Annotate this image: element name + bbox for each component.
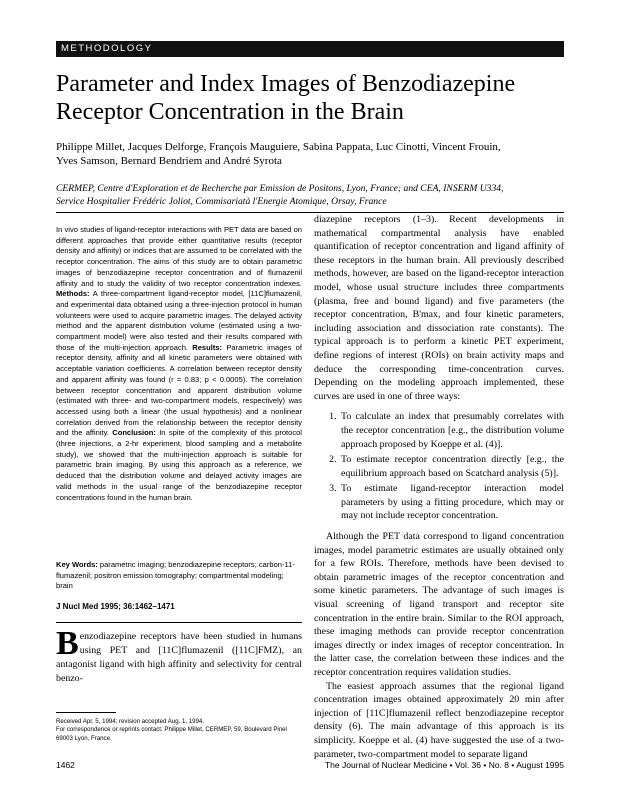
- citation: J Nucl Med 1995; 36:1462–1471: [56, 602, 175, 611]
- list-item: 1. To calculate an index that presumably correlates with the receptor concentration [e.g., the distribution volume approach proposed by Koeppe et al. (4)].: [339, 410, 564, 451]
- authors-line-1: Philippe Millet, Jacques Delforge, François Mauguiere, Sabina Pappata, Luc Cinotti, Vincent Frouin,: [56, 141, 501, 153]
- abstract: [56, 225, 302, 503]
- affiliation: [56, 182, 576, 208]
- body-paragraph-3: The easiest approach assumes that the regional ligand concentration images obtained approximately 20 min after injection of [11C]flumazenil reflect benzodiazepine receptor density (6). The main advantage of this approach is its simplicity. Koeppe et al. (4) have suggested the use of a two-parameter, two-compartment model to separate ligand: [314, 680, 564, 760]
- abstract-separator: [56, 622, 302, 623]
- correspondence: For correspondence or reprints contact: Philippe Millet, CERMEP, 59, Boulevard Pinel 69003 Lyon, France.: [56, 726, 287, 742]
- body-paragraph-2: Although the PET data correspond to ligand concentration images, model parametric estimates are usually obtained only for a few ROIs. Therefore, methods have been devised to obtain parametric images of the receptor concentration and some kinetic parameters. The advantage of such images is visual screening of ligand transport and receptor site concentration in the entire brain. Similar to the ROI approach, these imaging methods can provide receptor concentration images directly or index images of receptor concentration. In the latter case, the correlation between these indices and the receptor concentration requires validation studies.: [314, 531, 564, 678]
- received-date: Received Apr. 5, 1994; revision accepted Aug. 1, 1994.: [56, 718, 205, 725]
- introduction-paragraph: [56, 625, 302, 686]
- approach-list: [314, 410, 564, 523]
- authors-line-2: Yves Samson, Bernard Bendriem and André Syrota: [56, 155, 282, 167]
- body-paragraph-1: diazepine receptors (1–3). Recent developments in mathematical compartmental analysis have enabled quantification of receptor concentration and ligand affinity of these receptors in the human brain. All previously described methods, however, are based on the ligand-receptor interaction model, whose usual structure includes three compartments (plasma, free and bound ligand) and five parameters (the receptor concentration, B'max, and four kinetic parameters, including association and dissociation rate constants). The typical approach is to perform a kinetic PET experiment, define regions of interest (ROIs) on brain activity maps and deduce the corresponding time-concentration curves. Depending on the modeling approach implemented, these curves are used in one of three ways:: [314, 214, 564, 402]
- keywords-text: parametric imaging; benzodiazepine receptors; carbon-11-flumazenil; positron emission tomography; compartmental modeling; brain: [56, 560, 295, 591]
- right-column: [314, 213, 564, 761]
- title-line-1: Parameter and Index Images of Benzodiazepine: [56, 71, 516, 97]
- author-list: [56, 140, 576, 168]
- list-item: 2. To estimate receptor concentration directly [e.g., the equilibrium approach based on Scatchard analysis (5)].: [339, 453, 564, 480]
- methods-label: Methods:: [56, 289, 90, 299]
- drop-cap: B: [56, 625, 79, 662]
- abstract-results: Parametric images of receptor density, affinity and all kinetic parameters were obtained with acceptable variation coefficients. A correlation between receptor density and apparent affinity was found (r = 0.83; p < 0.0005). The correlation between receptor concentration and apparent distribution volume (estimated with three- and two-compartment models, respectively) was accessed using both a linear (the usual hypothesis) and a nonlinear correlation derived from the relationship between the receptor density and the affinity.: [56, 342, 302, 438]
- article-title: [56, 70, 576, 126]
- affiliation-line-2: Service Hospitalier Frédéric Joliot, Commisariatà l'Energie Atomique, Orsay, France: [56, 196, 387, 207]
- affiliation-line-1: CERMEP, Centre d'Exploration et de Recherche par Emission de Positons, Lyon, France; and CEA, INSERM U334,: [56, 183, 504, 194]
- abstract-intro: In vivo studies of ligand-receptor interactions with PET data are based on different approaches that provide either quantitative results (receptor density and affinity) or indices that are assumed to be correlated with the receptor concentration. The aims of this study are to obtain parametric images of benzodiazepine receptor concentration and of flumazenil affinity and to study the validity of two receptor concentration indexes.: [56, 225, 302, 288]
- intro-text: enzodiazepine receptors have been studied in humans using PET and [11C]flumazenil ([11C]FMZ), an antagonist ligand with high affinity and selectivity for central benzo-: [56, 631, 302, 684]
- title-line-2: Receptor Concentration in the Brain: [56, 99, 404, 125]
- page-number: 1462: [56, 760, 75, 770]
- keywords-label: Key Words:: [56, 560, 98, 569]
- list-item: 3. To estimate ligand-receptor interaction model parameters by using a fitting procedure, which may or may not include receptor concentration.: [339, 482, 564, 523]
- section-label: METHODOLOGY: [56, 41, 564, 57]
- conclusion-label: Conclusion:: [112, 428, 156, 438]
- journal-footer: The Journal of Nuclear Medicine • Vol. 36 • No. 8 • August 1995: [324, 760, 564, 770]
- results-label: Results:: [192, 342, 223, 352]
- footnote-rule: [56, 712, 116, 713]
- abstract-methods: A three-compartment ligand-receptor model, [11C]flumazenil, and experimental data obtained using a three-injection protocol in human volunteers were used to acquire parametric images. The delayed activity method and the apparent distribution volume (estimated using a two-compartment model) were also tested and their results compared with those of the multi-injection approach.: [56, 289, 302, 352]
- abstract-conclusion: In spite of the complexity of this protocol (three injections, a 2-hr experiment, blood sampling and a metabolite study), we showed that the multi-injection approach is suitable for parametric brain imaging. By using this approach as a reference, we deduced that the distribution volume and delayed activity images are valid methods in the usual range of the benzodiazepine receptor concentrations found in the human brain.: [56, 428, 302, 502]
- keywords: [56, 560, 302, 592]
- footnote: [56, 718, 302, 743]
